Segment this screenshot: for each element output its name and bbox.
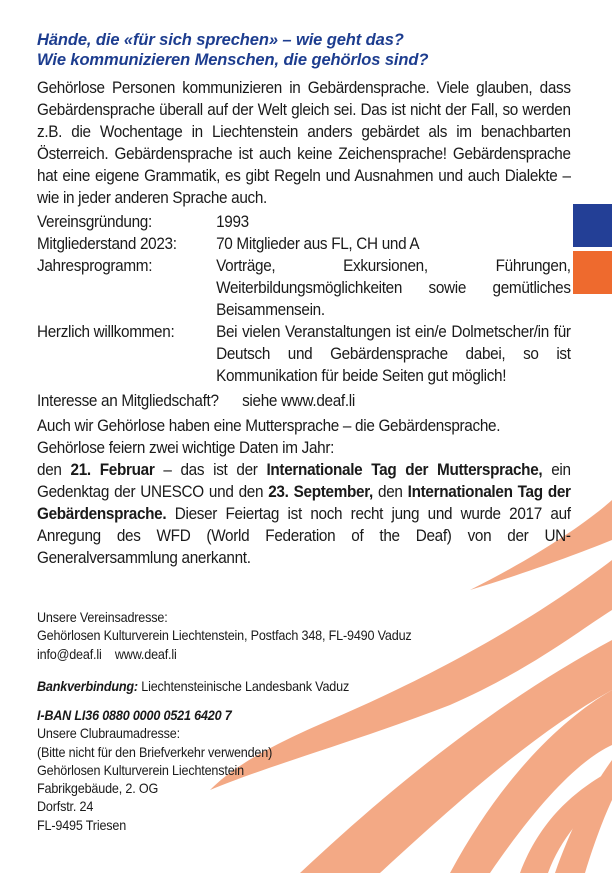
iban: I-BAN LI36 0880 0000 0521 6420 7 <box>37 707 232 723</box>
contact-line <box>37 645 571 663</box>
fact-label: Herzlich willkommen: <box>37 322 175 341</box>
membership-interest <box>37 390 571 412</box>
fact-value: Vorträge, Exkursionen, Führungen, Weiterbildungsmöglichkeiten sowie gemütliches Beisammensein. <box>216 256 571 319</box>
fact-label: Mitgliederstand 2023: <box>37 234 177 253</box>
club-address <box>37 608 571 663</box>
fact-row-program <box>37 255 571 321</box>
mother-line-1: Auch wir Gehörlose haben eine Muttersprache – die Gebärdensprache. <box>37 416 501 435</box>
heading-line-1: Hände, die «für sich sprechen» – wie geht das? <box>37 31 404 49</box>
club-facts <box>37 211 571 387</box>
bank-details <box>37 677 571 695</box>
fact-row-members <box>37 233 571 255</box>
clubroom-address <box>37 706 571 834</box>
fact-row-founding <box>37 211 571 233</box>
fact-label: Jahresprogramm: <box>37 256 153 275</box>
intro-paragraph: Gehörlose Personen kommunizieren in Gebärdensprache. Viele glauben, dass Gebärdensprache überall auf der Welt gleich sei. Das ist nicht der Fall, so werden z.B. die Wochentage in Liechtenstein anders gebärdet als im benachbarten Österreich. Gebärdensprache ist auch keine Zeichensprache! Gebärdensprache hat eine eigene Grammatik, es gibt Regeln und Ausnahmen und auch Dialekte – wie in jeder anderen Sprache auch. <box>37 78 571 207</box>
clubroom-name: Gehörlosen Kulturverein Liechtenstein <box>37 761 244 778</box>
clubroom-street: Dorfstr. 24 <box>37 798 94 815</box>
address-line: Gehörlosen Kulturverein Liechtenstein, Postfach 348, FL-9490 Vaduz <box>37 627 412 644</box>
event-mother-language-day: Internationale Tag der Muttersprache, <box>266 460 543 479</box>
event-sign-language-day: Internationalen Tag der Gebärdensprache. <box>37 482 571 523</box>
clubroom-building: Fabrikgebäude, 2. OG <box>37 780 159 797</box>
email-link[interactable]: info@deaf.li <box>37 645 102 662</box>
address-title: Unsere Vereinsadresse: <box>37 609 168 625</box>
interest-link[interactable]: siehe www.deaf.li <box>242 391 355 410</box>
heading-line-2: Wie kommunizieren Menschen, die gehörlos sind? <box>37 51 429 69</box>
interest-label: Interesse an Mitgliedschaft? <box>37 391 219 410</box>
fact-label: Vereinsgründung: <box>37 212 152 231</box>
date-september: 23. September, <box>268 482 373 501</box>
date-february: 21. Februar <box>70 460 155 479</box>
bank-label: Bankverbindung: <box>37 678 138 694</box>
clubroom-note: (Bitte nicht für den Briefverkehr verwenden) <box>37 743 273 760</box>
page-heading <box>37 30 571 70</box>
mother-tongue-section <box>37 415 571 569</box>
mother-line-2: Gehörlose feiern zwei wichtige Daten im Jahr: <box>37 438 335 457</box>
commemoration-paragraph: den 21. Februar – das ist der Internationale Tag der Muttersprache, ein Gedenktag der UNESCO und den 23. September, den Internationalen Tag der Gebärdensprache. Dieser Feiertag ist noch recht jung und wurde 2017 auf Anregung des WFD (World Federation of the Deaf) von der UN-Generalversammlung anerkannt. <box>37 460 571 567</box>
blue-tab-marker <box>573 204 612 247</box>
website-link[interactable]: www.deaf.li <box>114 645 177 662</box>
clubroom-city: FL-9495 Triesen <box>37 816 127 833</box>
fact-value: Bei vielen Veranstaltungen ist ein/e Dolmetscher/in für Deutsch und Gebärdensprache dabei, so ist Kommunikation für beide Seiten gut möglich! <box>216 322 571 385</box>
bank-name: Liechtensteinische Landesbank Vaduz <box>141 678 350 694</box>
clubroom-title: Unsere Clubraumadresse: <box>37 725 180 742</box>
orange-tab-marker <box>573 251 612 294</box>
fact-row-welcome <box>37 321 571 387</box>
main-content <box>37 30 571 569</box>
fact-value: 70 Mitglieder aus FL, CH und A <box>216 234 420 253</box>
fact-value: 1993 <box>216 212 249 231</box>
